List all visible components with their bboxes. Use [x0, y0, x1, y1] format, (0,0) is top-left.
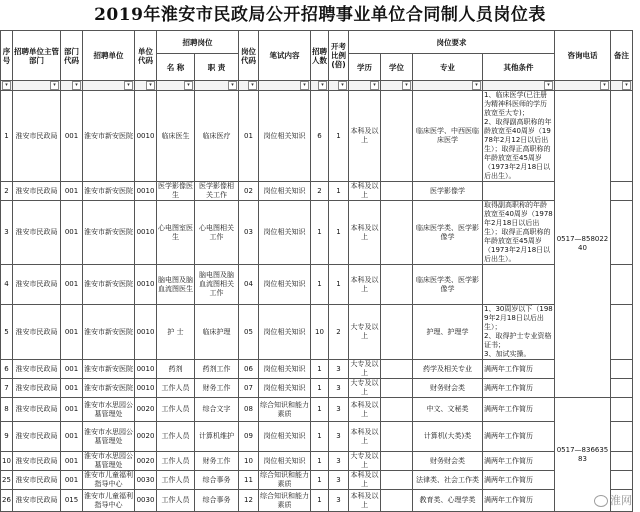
cell-other — [483, 182, 555, 201]
cell-dept-code: 001 — [61, 379, 83, 398]
header-post-name: 名 称 — [157, 54, 195, 81]
cell-degree — [381, 182, 413, 201]
cell-major: 医学影像学 — [413, 182, 483, 201]
cell-unit: 淮安市新安医院 — [83, 91, 135, 182]
cell-seq: 26 — [1, 490, 13, 512]
cell-unit: 淮安市新安医院 — [83, 379, 135, 398]
cell-ratio: 3 — [329, 471, 349, 490]
cell-post-code: 04 — [239, 265, 259, 305]
filter-dropdown-icon[interactable]: ▾ — [248, 81, 257, 90]
cell-post-code: 02 — [239, 182, 259, 201]
cell-dept: 淮安市民政局 — [13, 398, 61, 422]
filter-dropdown-icon[interactable]: ▾ — [318, 81, 327, 90]
cell-other: 1、30周岁以下（1989年2月18日以后出生）； 2、取得护士专业资格证书； 3、加试实操。 — [484, 305, 553, 358]
cell-ratio: 2 — [329, 305, 349, 360]
cell-ratio: 1 — [329, 265, 349, 305]
cell-exam: 岗位相关知识 — [259, 379, 311, 398]
header-degree: 学位 — [381, 54, 413, 81]
watermark-text: 淮网 — [610, 494, 632, 507]
cell-dept-code: 015 — [61, 490, 83, 512]
cell-ratio: 3 — [329, 422, 349, 452]
cell-other: 满两年工作简历 — [483, 422, 555, 452]
cell-note — [611, 452, 633, 471]
cell-dept: 淮安市民政局 — [13, 452, 61, 471]
header-note: 备注 — [611, 31, 633, 81]
cell-seq: 9 — [1, 422, 13, 452]
cell-post-duty: 脑电图及脑血流图相关工作 — [195, 265, 239, 305]
cell-post-name: 工作人员 — [157, 490, 195, 512]
cell-edu: 本科及以上 — [349, 398, 381, 422]
cell-exam: 岗位相关知识 — [259, 422, 311, 452]
cell-exam: 岗位相关知识 — [259, 452, 311, 471]
header-unit: 招聘单位 — [83, 31, 135, 81]
cell-phone: 0517—85802240 — [555, 91, 611, 398]
filter-cell — [349, 81, 381, 91]
header-exam: 笔试内容 — [259, 31, 311, 81]
cell-major: 护理、护理学 — [413, 305, 483, 360]
cell-degree — [381, 398, 413, 422]
cell-seq: 6 — [1, 360, 13, 379]
table-row — [1, 398, 633, 422]
cell-other: 1、临床医学(已注册为精神科医师的学历放宽至大专)； 2、取得副高职称的年龄放宽至40周岁（1978年2月12日以后出生）；取得正高职称的年龄放宽至45周岁（1973年2月18日以后出生）。 — [483, 91, 555, 182]
cell-degree — [381, 452, 413, 471]
cell-unit: 淮安市新安医院 — [83, 360, 135, 379]
cell-note — [611, 398, 633, 422]
header-unit-code: 单位代码 — [135, 31, 157, 81]
cell-degree — [381, 91, 413, 182]
table-row — [1, 490, 633, 512]
cell-num: 1 — [311, 398, 329, 422]
filter-cell — [13, 81, 61, 91]
filter-dropdown-icon[interactable]: ▾ — [146, 81, 155, 90]
filter-dropdown-icon[interactable]: ▾ — [2, 81, 11, 90]
filter-dropdown-icon[interactable]: ▾ — [184, 81, 193, 90]
cell-seq: 5 — [1, 305, 13, 360]
cell-dept: 淮安市民政局 — [13, 471, 61, 490]
filter-dropdown-icon[interactable]: ▾ — [544, 81, 553, 90]
cell-exam: 综合知识和能力素质 — [259, 490, 311, 512]
cell-dept-code: 001 — [61, 265, 83, 305]
cell-post-name: 脑电图及脑血流图医生 — [157, 265, 195, 305]
filter-cell — [381, 81, 413, 91]
table-row — [1, 452, 633, 471]
cell-dept: 淮安市民政局 — [13, 201, 61, 265]
filter-cell — [555, 81, 611, 91]
filter-cell — [311, 81, 329, 91]
cell-edu: 大专及以上 — [350, 360, 379, 377]
cell-num: 1 — [311, 471, 329, 490]
cell-major: 药学及相关专业 — [413, 360, 483, 379]
cell-dept: 淮安市民政局 — [13, 305, 61, 360]
cell-seq: 25 — [1, 471, 13, 490]
cell-seq: 1 — [1, 91, 13, 182]
filter-cell — [157, 81, 195, 91]
cell-post-duty: 综合文字 — [195, 398, 239, 422]
table-row — [1, 360, 633, 379]
header-ratio: 开考比例(倍) — [329, 31, 349, 81]
cell-major: 计算机(大类)类 — [413, 422, 483, 452]
table-row — [1, 182, 633, 201]
cell-degree — [381, 379, 413, 398]
cell-major: 中文、文秘类 — [413, 398, 483, 422]
cell-post-name: 工作人员 — [157, 398, 195, 422]
table-row — [1, 471, 633, 490]
cell-dept: 淮安市民政局 — [13, 379, 61, 398]
cell-post-code: 10 — [239, 452, 259, 471]
cell-post-name: 工作人员 — [157, 422, 195, 452]
cell-post-code: 06 — [239, 360, 259, 379]
cell-exam: 综合知识和能力素质 — [259, 398, 311, 422]
cell-note — [611, 422, 633, 452]
cell-unit: 淮安市新安医院 — [83, 305, 135, 360]
cell-degree — [381, 201, 413, 265]
filter-cell — [413, 81, 483, 91]
cell-exam: 岗位相关知识 — [259, 201, 311, 265]
header-dept-code: 部门代码 — [61, 31, 83, 81]
cell-ratio: 1 — [329, 182, 349, 201]
header-req-group: 岗位要求 — [349, 31, 555, 54]
cell-unit-code: 0030 — [135, 471, 157, 490]
header-edu: 学历 — [349, 54, 381, 81]
cell-major: 财务财会类 — [413, 379, 483, 398]
cell-exam: 岗位相关知识 — [259, 360, 311, 379]
cell-dept-code: 001 — [61, 201, 83, 265]
cell-unit-code: 0010 — [135, 182, 157, 201]
filter-cell — [259, 81, 311, 91]
table-row — [1, 91, 633, 182]
cell-exam: 岗位相关知识 — [259, 91, 311, 182]
cell-note — [611, 471, 633, 490]
header-major: 专业 — [413, 54, 483, 81]
filter-dropdown-icon[interactable]: ▾ — [600, 81, 609, 90]
cell-other — [483, 265, 555, 305]
cell-dept-code: 001 — [61, 471, 83, 490]
table-row — [1, 265, 633, 305]
cell-edu: 本科及以上 — [349, 201, 381, 265]
cell-unit-code: 0010 — [135, 91, 157, 182]
cell-other: 满两年工作简历 — [483, 471, 555, 490]
cell-seq: 10 — [1, 452, 13, 471]
cell-unit: 淮安市水思园公墓管理处 — [83, 398, 135, 422]
header-post-code: 岗位代码 — [239, 31, 259, 81]
cell-edu: 大专及以上 — [349, 305, 381, 360]
cell-num: 1 — [311, 265, 329, 305]
cell-unit-code: 0010 — [135, 265, 157, 305]
cell-degree — [381, 265, 413, 305]
cell-note — [611, 379, 633, 398]
cell-post-name: 临床医生 — [157, 91, 195, 182]
cell-dept-code: 001 — [61, 91, 83, 182]
header-seq: 序号 — [1, 31, 13, 81]
cell-num: 1 — [311, 379, 329, 398]
cell-unit-code: 0020 — [135, 452, 157, 471]
filter-cell — [239, 81, 259, 91]
cell-degree — [381, 490, 413, 512]
filter-dropdown-icon[interactable]: ▾ — [124, 81, 133, 90]
cell-other: 满两年工作简历 — [483, 452, 555, 471]
cell-num: 6 — [311, 91, 329, 182]
cell-unit: 淮安市儿童福利指导中心 — [83, 490, 135, 512]
cell-edu: 大专及以上 — [350, 452, 379, 469]
filter-dropdown-icon[interactable]: ▾ — [472, 81, 481, 90]
cell-unit-code: 0020 — [135, 398, 157, 422]
watermark-logo-icon — [594, 495, 608, 507]
cell-post-duty: 计算机维护 — [195, 422, 239, 452]
cell-note — [611, 201, 633, 265]
cell-unit: 淮安市水思园公墓管理处 — [83, 422, 135, 452]
filter-cell — [83, 81, 135, 91]
cell-unit: 淮安市新安医院 — [83, 265, 135, 305]
cell-seq: 4 — [1, 265, 13, 305]
cell-post-name: 工作人员 — [157, 452, 195, 471]
filter-cell — [611, 81, 633, 91]
cell-dept-code: 001 — [61, 398, 83, 422]
cell-other: 满两年工作简历 — [483, 360, 555, 379]
cell-unit-code: 0010 — [135, 360, 157, 379]
cell-post-name: 心电图室医生 — [157, 201, 195, 265]
cell-post-duty: 综合事务 — [195, 471, 239, 490]
filter-dropdown-icon[interactable]: ▾ — [300, 81, 309, 90]
filter-cell — [195, 81, 239, 91]
header-other: 其他条件 — [483, 54, 555, 81]
filter-dropdown-icon[interactable]: ▾ — [72, 81, 81, 90]
table-row — [1, 379, 633, 398]
cell-ratio: 1 — [329, 201, 349, 265]
cell-post-code: 03 — [239, 201, 259, 265]
filter-dropdown-icon[interactable]: ▾ — [622, 81, 631, 90]
cell-edu: 大专及以上 — [350, 379, 379, 396]
cell-num: 1 — [311, 452, 329, 471]
cell-major: 财务财会类 — [413, 452, 483, 471]
cell-major: 临床医学类、医学影像学 — [413, 201, 483, 265]
cell-ratio: 1 — [329, 91, 349, 182]
cell-post-code: 05 — [239, 305, 259, 360]
header-post-group: 招聘岗位 — [157, 31, 239, 54]
cell-post-code: 01 — [239, 91, 259, 182]
filter-dropdown-icon[interactable]: ▾ — [402, 81, 411, 90]
cell-unit: 淮安市新安医院 — [83, 201, 135, 265]
cell-num: 1 — [311, 201, 329, 265]
cell-exam: 岗位相关知识 — [259, 305, 311, 360]
cell-ratio: 3 — [329, 379, 349, 398]
cell-dept-code: 001 — [61, 422, 83, 452]
cell-dept: 淮安市民政局 — [13, 265, 61, 305]
cell-note — [611, 91, 633, 182]
cell-post-duty: 医学影像相关工作 — [195, 182, 239, 201]
cell-other: 取得副高职称的年龄放宽至40周岁（1978年2月18日以后出生）；取得正高职称的年龄放宽至45周岁（1973年2月18日以后出生）。 — [484, 201, 553, 263]
cell-major: 临床医学、中西医临床医学 — [413, 91, 483, 182]
cell-post-code: 07 — [239, 379, 259, 398]
cell-post-duty: 财务工作 — [195, 452, 239, 471]
cell-dept-code: 001 — [61, 182, 83, 201]
cell-dept: 淮安市民政局 — [13, 91, 61, 182]
cell-post-duty: 临床医疗 — [195, 91, 239, 182]
header-num: 招聘人数 — [311, 31, 329, 81]
cell-exam: 岗位相关知识 — [259, 182, 311, 201]
cell-post-name: 医学影像医生 — [158, 182, 193, 199]
cell-unit-code: 0010 — [135, 379, 157, 398]
cell-dept-code: 001 — [61, 452, 83, 471]
cell-num: 1 — [311, 490, 329, 512]
filter-row — [1, 81, 633, 91]
filter-cell — [329, 81, 349, 91]
cell-unit-code: 0010 — [135, 305, 157, 360]
cell-post-duty: 财务工作 — [195, 379, 239, 398]
filter-cell — [61, 81, 83, 91]
cell-unit-code: 0030 — [135, 490, 157, 512]
cell-phone: 0517—83663583 — [555, 398, 611, 512]
cell-degree — [381, 360, 413, 379]
cell-edu: 本科及以上 — [349, 422, 381, 452]
cell-major: 临床医学类、医学影像学 — [413, 265, 483, 305]
cell-num: 1 — [311, 422, 329, 452]
cell-note — [611, 360, 633, 379]
cell-dept: 淮安市民政局 — [13, 182, 61, 201]
cell-post-name: 药剂 — [157, 360, 195, 379]
cell-degree — [381, 422, 413, 452]
cell-unit: 淮安市儿童福利指导中心 — [84, 471, 133, 488]
cell-edu: 本科及以上 — [350, 182, 379, 199]
cell-post-code: 08 — [239, 398, 259, 422]
watermark — [594, 492, 632, 508]
cell-num: 1 — [311, 360, 329, 379]
cell-note — [611, 265, 633, 305]
header-post-duty: 职 责 — [195, 54, 239, 81]
filter-cell — [483, 81, 555, 91]
filter-dropdown-icon[interactable]: ▾ — [228, 81, 237, 90]
cell-edu: 本科及以上 — [350, 471, 379, 488]
cell-other: 满两年工作简历 — [483, 490, 555, 512]
cell-post-name: 工作人员 — [157, 471, 195, 490]
cell-post-code: 09 — [239, 422, 259, 452]
cell-other: 满两年工作简历 — [483, 379, 555, 398]
cell-exam: 岗位相关知识 — [259, 265, 311, 305]
filter-cell — [135, 81, 157, 91]
cell-degree — [381, 305, 413, 360]
cell-ratio: 3 — [329, 360, 349, 379]
filter-dropdown-icon[interactable]: ▾ — [370, 81, 379, 90]
cell-ratio: 3 — [329, 398, 349, 422]
job-table — [0, 30, 633, 512]
cell-unit-code: 0020 — [135, 422, 157, 452]
cell-dept: 淮安市民政局 — [13, 360, 61, 379]
table-row — [1, 305, 633, 360]
cell-dept-code: 001 — [61, 305, 83, 360]
cell-degree — [381, 471, 413, 490]
cell-post-duty: 心电图相关工作 — [195, 201, 239, 265]
table-row — [1, 422, 633, 452]
cell-ratio: 3 — [329, 490, 349, 512]
cell-note — [611, 182, 633, 201]
cell-seq: 3 — [1, 201, 13, 265]
cell-dept-code: 001 — [61, 360, 83, 379]
page-title: 2019年淮安市民政局公开招聘事业单位合同制人员岗位表 — [94, 5, 546, 25]
filter-dropdown-icon[interactable]: ▾ — [50, 81, 59, 90]
header-phone: 咨询电话 — [555, 31, 611, 81]
cell-num: 10 — [311, 305, 329, 360]
cell-major: 法律类、社会工作类 — [413, 471, 483, 490]
cell-post-duty: 药剂工作 — [195, 360, 239, 379]
cell-edu: 本科及以上 — [349, 490, 381, 512]
cell-seq: 8 — [1, 398, 13, 422]
cell-unit-code: 0010 — [135, 201, 157, 265]
cell-post-name: 护 士 — [157, 305, 195, 360]
cell-ratio: 3 — [329, 452, 349, 471]
cell-exam: 综合知识和能力素质 — [260, 471, 309, 488]
cell-other: 满两年工作简历 — [483, 398, 555, 422]
cell-dept: 淮安市民政局 — [13, 422, 61, 452]
cell-unit: 淮安市水思园公墓管理处 — [84, 452, 133, 469]
filter-dropdown-icon[interactable]: ▾ — [338, 81, 347, 90]
cell-note — [611, 305, 633, 360]
filter-cell — [1, 81, 13, 91]
cell-post-code: 11 — [239, 471, 259, 490]
cell-post-duty: 临床护理 — [195, 305, 239, 360]
header-dept: 招聘单位主管部门 — [13, 31, 61, 81]
cell-unit: 淮安市新安医院 — [83, 182, 135, 201]
cell-post-duty: 综合事务 — [195, 490, 239, 512]
table-row — [1, 201, 633, 265]
cell-seq: 2 — [1, 182, 13, 201]
cell-post-code: 12 — [239, 490, 259, 512]
cell-edu: 本科及以上 — [349, 265, 381, 305]
cell-major: 教育类、心理学类 — [413, 490, 483, 512]
cell-seq: 7 — [1, 379, 13, 398]
cell-post-name: 工作人员 — [157, 379, 195, 398]
cell-edu: 本科及以上 — [349, 91, 381, 182]
cell-dept: 淮安市民政局 — [13, 490, 61, 512]
cell-num: 2 — [311, 182, 329, 201]
